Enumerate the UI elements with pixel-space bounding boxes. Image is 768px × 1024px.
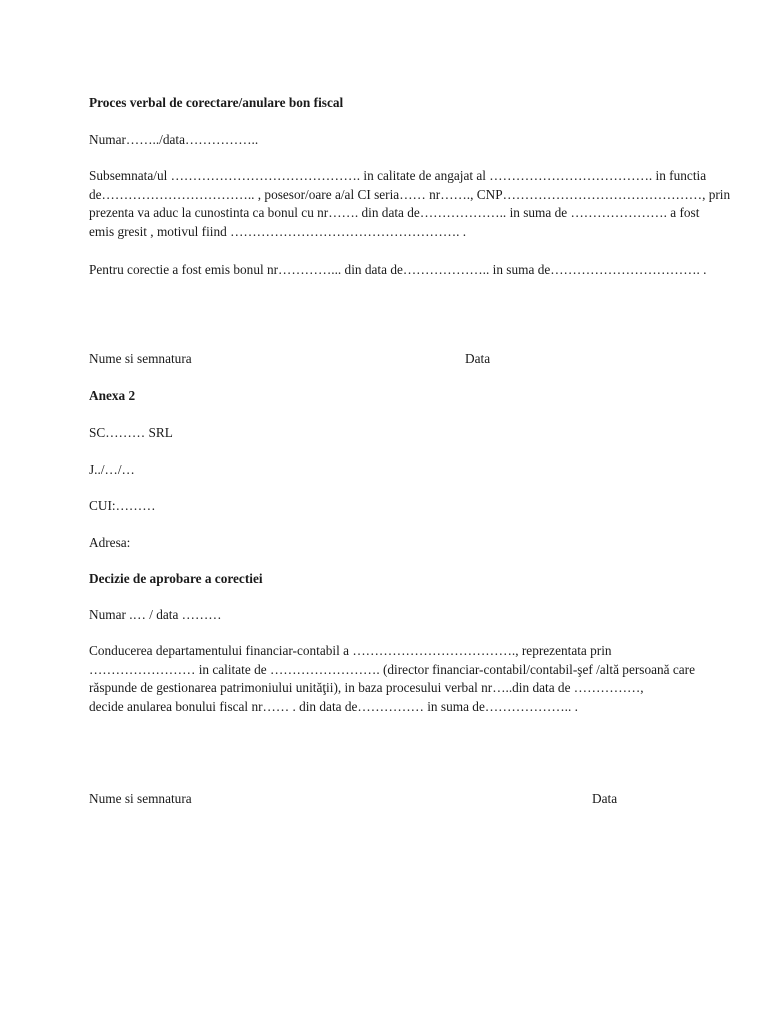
corectie-line: Pentru corectie a fost emis bonul nr…………... din data de……………….. in suma de……………………………. . xyxy=(89,262,707,277)
signature-name-label-1: Nume si semnatura xyxy=(89,351,192,366)
subsemnata-line-4: emis gresit , motivul fiind ……………………………………………. . xyxy=(89,223,467,239)
conducerea-paragraph xyxy=(89,642,696,716)
signature-name-label-2: Nume si semnatura xyxy=(89,791,192,806)
decizie-numar-line: Numar .… / data ……… xyxy=(89,607,222,622)
subsemnata-line-3: prezenta va aduc la cunostinta ca bonul cu nr……. din data de……………….. in suma de …………………. a fost xyxy=(89,205,700,220)
sc-line: SC……… SRL xyxy=(89,425,173,440)
conducerea-line-3: răspunde de gestionarea patrimoniului unităţii), in baza procesului verbal nr…..din data de ……………, xyxy=(89,680,644,695)
signature-date-label-2: Data xyxy=(592,791,618,806)
decizie-title: Decizie de aprobare a corectiei xyxy=(89,571,263,586)
anexa-title: Anexa 2 xyxy=(89,388,136,403)
j-line: J../…/… xyxy=(89,462,135,477)
adresa-line: Adresa: xyxy=(89,535,131,550)
subsemnata-line-1: Subsemnata/ul ……………………………………. in calitate de angajat al ………………………………. in functia xyxy=(89,168,707,183)
subsemnata-line-2: de…………………………….. , posesor/oare a/al CI seria…… nr……., CNP………………………………………, prin xyxy=(89,186,731,202)
document-title: Proces verbal de corectare/anulare bon fiscal xyxy=(89,95,344,110)
subsemnata-paragraph xyxy=(89,167,731,241)
cui-line: CUI:……… xyxy=(89,498,156,513)
numar-data-line: Numar……../data…………….. xyxy=(89,132,259,147)
conducerea-line-1: Conducerea departamentului financiar-contabil a ………………………………., reprezentata prin xyxy=(89,643,612,658)
conducerea-line-4: decide anularea bonului fiscal nr…… . din data de…………… in suma de……………….. . xyxy=(89,698,578,714)
conducerea-line-2: …………………… in calitate de ……………………. (director financiar-contabil/contabil-şef /altă persoană care xyxy=(89,661,696,677)
signature-date-label-1: Data xyxy=(465,351,491,366)
